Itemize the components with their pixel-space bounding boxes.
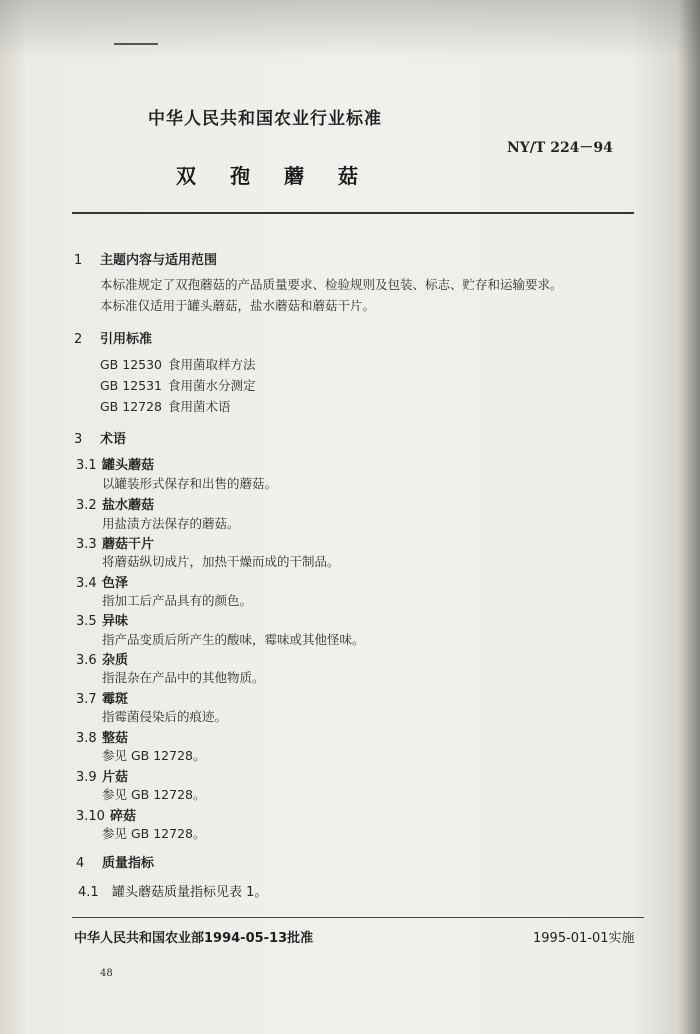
- reference-name: 食用菌术语: [168, 399, 231, 414]
- term-heading: [76, 494, 154, 513]
- footer-rule: [72, 917, 644, 918]
- agency-title: 中华人民共和国农业行业标准: [148, 109, 382, 129]
- term-name: 杂质: [102, 653, 129, 668]
- term-definition: 参见 GB 12728。: [102, 787, 206, 802]
- section-number: 2: [74, 332, 83, 347]
- term-name: 碎菇: [110, 809, 137, 824]
- term-definition: 指加工后产品具有的颜色。: [102, 593, 253, 608]
- term-number: 3.7: [76, 692, 97, 707]
- reference-code: GB 12530: [100, 357, 162, 372]
- scan-smudge: [0, 0, 700, 60]
- term-heading: [76, 454, 154, 473]
- reference-item: [100, 376, 256, 394]
- term-definition: 参见 GB 12728。: [102, 826, 206, 841]
- reference-item: [100, 397, 231, 415]
- reference-name: 食用菌取样方法: [168, 357, 256, 372]
- section-heading: [74, 328, 152, 347]
- term-heading: [76, 727, 128, 746]
- term-number: 3.1: [76, 458, 97, 473]
- ink-mark: [114, 43, 158, 45]
- term-number: 3.6: [76, 653, 97, 668]
- term-heading: [76, 805, 136, 824]
- scan-edge-shadow: [678, 0, 700, 1034]
- term-heading: [76, 610, 128, 629]
- term-name: 霉斑: [102, 692, 129, 707]
- term-name: 罐头蘑菇: [102, 458, 155, 473]
- section-title: 引用标准: [100, 332, 153, 347]
- section-title: 质量指标: [102, 856, 155, 871]
- section-title: 主题内容与适用范围: [100, 253, 218, 268]
- reference-code: GB 12531: [100, 378, 162, 393]
- page-number: 48: [100, 968, 113, 979]
- term-heading: [76, 572, 128, 591]
- term-definition: 指混杂在产品中的其他物质。: [102, 670, 265, 685]
- clause-number: 4.1: [78, 885, 99, 900]
- document-title: 双孢蘑菇: [176, 164, 392, 188]
- term-number: 3.4: [76, 576, 97, 591]
- term-number: 3.3: [76, 537, 97, 552]
- term-definition: 参见 GB 12728。: [102, 748, 206, 763]
- term-definition: 将蘑菇纵切成片，加热干燥而成的干制品。: [102, 554, 340, 569]
- scope-paragraph: 本标准仅适用于罐头蘑菇，盐水蘑菇和蘑菇干片。: [100, 298, 376, 313]
- section-heading: [76, 852, 154, 871]
- term-heading: [76, 688, 128, 707]
- term-number: 3.8: [76, 731, 97, 746]
- term-definition: 指产品变质后所产生的酸味，霉味或其他怪味。: [102, 632, 365, 647]
- section-number: 1: [74, 253, 83, 268]
- term-heading: [76, 766, 128, 785]
- term-number: 3.5: [76, 614, 97, 629]
- section-number: 4: [76, 856, 85, 871]
- term-heading: [76, 649, 128, 668]
- term-heading: [76, 533, 154, 552]
- reference-code: GB 12728: [100, 399, 162, 414]
- term-name: 整菇: [102, 731, 129, 746]
- quality-clause: [78, 881, 267, 900]
- clause-text: 罐头蘑菇质量指标见表 1。: [112, 885, 268, 900]
- section-title: 术语: [100, 432, 127, 447]
- header-rule: [72, 212, 634, 214]
- reference-item: [100, 355, 256, 373]
- term-definition: 用盐渍方法保存的蘑菇。: [102, 516, 240, 531]
- term-name: 异味: [102, 614, 129, 629]
- section-heading: [74, 249, 217, 268]
- term-name: 片菇: [102, 770, 129, 785]
- term-number: 3.10: [76, 809, 105, 824]
- section-number: 3: [74, 432, 83, 447]
- section-heading: [74, 428, 126, 447]
- term-definition: 以罐装形式保存和出售的蘑菇。: [102, 476, 278, 491]
- reference-name: 食用菌水分测定: [168, 378, 256, 393]
- effective-date: 1995-01-01实施: [533, 931, 635, 946]
- term-name: 蘑菇干片: [102, 537, 155, 552]
- scope-paragraph: 本标准规定了双孢蘑菇的产品质量要求、检验规则及包装、标志、贮存和运输要求。: [100, 277, 563, 292]
- standard-number: NY/T 224－94: [507, 140, 613, 156]
- term-number: 3.2: [76, 498, 97, 513]
- term-name: 盐水蘑菇: [102, 498, 155, 513]
- term-definition: 指霉菌侵染后的痕迹。: [102, 709, 228, 724]
- term-name: 色泽: [102, 576, 129, 591]
- term-number: 3.9: [76, 770, 97, 785]
- approval-info: 中华人民共和国农业部1994-05-13批准: [74, 931, 314, 946]
